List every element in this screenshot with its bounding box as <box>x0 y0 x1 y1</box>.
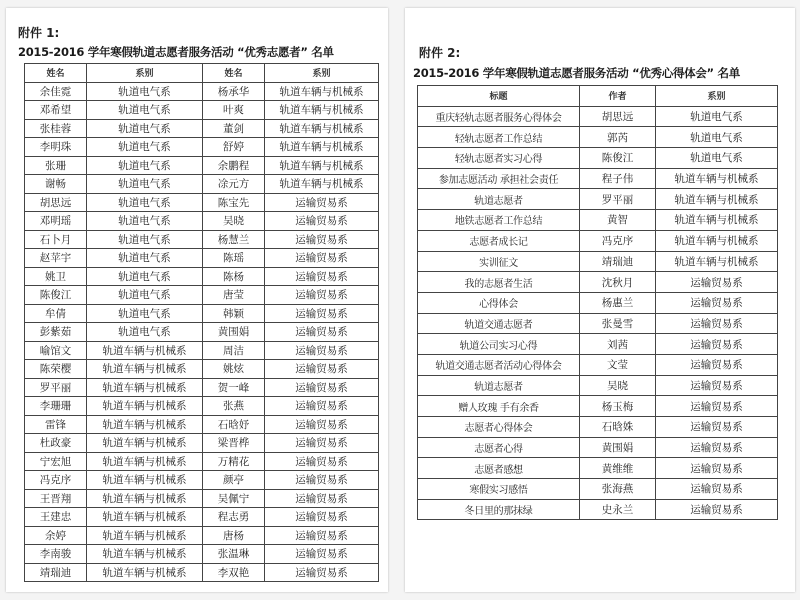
table-cell: 靖瑞迪 <box>580 251 656 272</box>
table-cell: 实训征文 <box>418 251 580 272</box>
table-cell: 杜政豪 <box>25 434 87 453</box>
table-cell: 黄智 <box>580 210 656 231</box>
table-cell: 运输贸易系 <box>265 230 379 249</box>
table-cell: 运输贸易系 <box>265 286 379 305</box>
table-row <box>25 489 379 508</box>
table-cell: 运输贸易系 <box>265 471 379 490</box>
table-cell: 余佳霓 <box>25 82 87 101</box>
table-cell: 轨道电气系 <box>87 286 203 305</box>
table-row <box>25 415 379 434</box>
table-cell: 宁宏旭 <box>25 452 87 471</box>
table-row <box>418 168 778 189</box>
table-cell: 李双艳 <box>203 563 265 582</box>
table-cell: 喻馆文 <box>25 341 87 360</box>
table-cell: 轻轨志愿者工作总结 <box>418 127 580 148</box>
table-cell: 运输贸易系 <box>265 415 379 434</box>
table-cell: 运输贸易系 <box>656 375 778 396</box>
table-row <box>25 156 379 175</box>
table-cell: 胡思远 <box>25 193 87 212</box>
table-cell: 重庆轻轨志愿者服务心得体会 <box>418 106 580 127</box>
table-cell: 杨承华 <box>203 82 265 101</box>
table-cell: 罗平丽 <box>580 189 656 210</box>
table-cell: 轨道车辆与机械系 <box>87 526 203 545</box>
table-cell: 张桂蓉 <box>25 119 87 138</box>
table-cell: 石晗妤 <box>203 415 265 434</box>
table-cell: 轨道车辆与机械系 <box>265 119 379 138</box>
table-row <box>25 323 379 342</box>
table-cell: 轨道电气系 <box>656 106 778 127</box>
table-row <box>25 286 379 305</box>
table-row <box>418 148 778 169</box>
table-cell: 运输贸易系 <box>265 323 379 342</box>
table-row <box>25 434 379 453</box>
table-row <box>418 189 778 210</box>
attachment-label: 附件 2: <box>419 46 461 60</box>
table-cell: 运输贸易系 <box>265 360 379 379</box>
table-cell: 轨道志愿者 <box>418 189 580 210</box>
table-row <box>25 452 379 471</box>
table-cell: 史永兰 <box>580 499 656 520</box>
column-header: 标题 <box>418 86 580 107</box>
table-cell: 颜亭 <box>203 471 265 490</box>
table-cell: 沈秋月 <box>580 272 656 293</box>
table-row <box>25 545 379 564</box>
table-row <box>25 304 379 323</box>
table-cell: 轨道车辆与机械系 <box>87 378 203 397</box>
table-cell: 罗平丽 <box>25 378 87 397</box>
table-cell: 石卜月 <box>25 230 87 249</box>
table-row <box>25 230 379 249</box>
table-cell: 陈俊江 <box>580 148 656 169</box>
table-cell: 轨道车辆与机械系 <box>87 415 203 434</box>
table-cell: 轻轨志愿者实习心得 <box>418 148 580 169</box>
table-row <box>418 437 778 458</box>
table-cell: 姚炫 <box>203 360 265 379</box>
table-row <box>25 101 379 120</box>
table-cell: 轨道电气系 <box>87 230 203 249</box>
table-cell: 轨道电气系 <box>87 175 203 194</box>
table-cell: 轨道车辆与机械系 <box>87 563 203 582</box>
table-row <box>418 417 778 438</box>
table-cell: 轨道车辆与机械系 <box>656 230 778 251</box>
table-cell: 吴晓 <box>580 375 656 396</box>
table-cell: 轨道电气系 <box>87 212 203 231</box>
table-cell: 轨道车辆与机械系 <box>87 360 203 379</box>
table-cell: 轨道车辆与机械系 <box>87 434 203 453</box>
table-cell: 张温琳 <box>203 545 265 564</box>
table-cell: 谢畅 <box>25 175 87 194</box>
table-cell: 运输贸易系 <box>265 249 379 268</box>
table-cell: 轨道电气系 <box>87 249 203 268</box>
table-cell: 轨道车辆与机械系 <box>656 189 778 210</box>
table-row <box>418 106 778 127</box>
table-cell: 轨道车辆与机械系 <box>87 545 203 564</box>
table-row <box>418 127 778 148</box>
table-cell: 志愿者心得 <box>418 437 580 458</box>
table-cell: 轨道志愿者 <box>418 375 580 396</box>
table-cell: 王晋翔 <box>25 489 87 508</box>
column-header: 系别 <box>265 64 379 83</box>
table-cell: 运输贸易系 <box>265 341 379 360</box>
table-cell: 运输贸易系 <box>265 212 379 231</box>
table-cell: 轨道车辆与机械系 <box>87 489 203 508</box>
table-cell: 叶爽 <box>203 101 265 120</box>
table-cell: 梁晋桦 <box>203 434 265 453</box>
table-row <box>25 397 379 416</box>
table-cell: 运输贸易系 <box>656 396 778 417</box>
column-header: 姓名 <box>25 64 87 83</box>
table-cell: 石晗姝 <box>580 417 656 438</box>
table-cell: 杨玉梅 <box>580 396 656 417</box>
table-cell: 轨道交通志愿者活动心得体会 <box>418 354 580 375</box>
table-cell: 靖瑞迪 <box>25 563 87 582</box>
table-cell: 运输贸易系 <box>265 489 379 508</box>
table-row <box>418 210 778 231</box>
table-cell: 轨道交通志愿者 <box>418 313 580 334</box>
table-cell: 轨道车辆与机械系 <box>265 101 379 120</box>
table-cell: 轨道车辆与机械系 <box>656 168 778 189</box>
table-cell: 余鹏程 <box>203 156 265 175</box>
table-cell: 志愿者心得体会 <box>418 417 580 438</box>
table-cell: 冯克序 <box>580 230 656 251</box>
table-cell: 轨道车辆与机械系 <box>87 397 203 416</box>
table-cell: 运输贸易系 <box>265 304 379 323</box>
column-header: 系别 <box>656 86 778 107</box>
table-cell: 运输贸易系 <box>265 397 379 416</box>
attachment-1-page <box>6 8 388 592</box>
table-cell: 黄维维 <box>580 458 656 479</box>
table-cell: 陈杨 <box>203 267 265 286</box>
table-row <box>25 267 379 286</box>
table-cell: 唐莹 <box>203 286 265 305</box>
table-cell: 贺一峰 <box>203 378 265 397</box>
table-cell: 运输贸易系 <box>656 458 778 479</box>
table-cell: 王建忠 <box>25 508 87 527</box>
table-cell: 轨道车辆与机械系 <box>87 471 203 490</box>
table-cell: 运输贸易系 <box>265 434 379 453</box>
table-cell: 陈宝先 <box>203 193 265 212</box>
table-cell: 张海燕 <box>580 479 656 500</box>
table-cell: 雷锋 <box>25 415 87 434</box>
table-cell: 我的志愿者生活 <box>418 272 580 293</box>
table-cell: 彭紫茹 <box>25 323 87 342</box>
table-cell: 万精花 <box>203 452 265 471</box>
table-cell: 运输贸易系 <box>656 354 778 375</box>
table-cell: 运输贸易系 <box>265 563 379 582</box>
table-cell: 轨道车辆与机械系 <box>265 175 379 194</box>
table-cell: 邓明瑶 <box>25 212 87 231</box>
table-row <box>418 458 778 479</box>
table-cell: 郭芮 <box>580 127 656 148</box>
table-cell: 运输贸易系 <box>656 272 778 293</box>
table-cell: 运输贸易系 <box>656 313 778 334</box>
table-cell: 运输贸易系 <box>265 267 379 286</box>
table-cell: 赠人玫瑰 手有余香 <box>418 396 580 417</box>
table-cell: 陈荣樱 <box>25 360 87 379</box>
column-header: 姓名 <box>203 64 265 83</box>
table-cell: 陈瑶 <box>203 249 265 268</box>
table-cell: 黄围娟 <box>580 437 656 458</box>
table-row <box>418 313 778 334</box>
table-header-row <box>25 64 379 83</box>
table-cell: 程志勇 <box>203 508 265 527</box>
attachment-label: 附件 1: <box>18 26 60 40</box>
table-row <box>418 272 778 293</box>
table-cell: 赵苹宇 <box>25 249 87 268</box>
table-cell: 轨道车辆与机械系 <box>656 251 778 272</box>
table-row <box>25 471 379 490</box>
table-cell: 运输贸易系 <box>265 452 379 471</box>
table-cell: 轨道车辆与机械系 <box>87 452 203 471</box>
table-row <box>25 193 379 212</box>
table-cell: 地铁志愿者工作总结 <box>418 210 580 231</box>
table-row <box>418 230 778 251</box>
table-cell: 牟倩 <box>25 304 87 323</box>
table-cell: 轨道电气系 <box>87 82 203 101</box>
table-cell: 杨慧兰 <box>203 230 265 249</box>
table-cell: 运输贸易系 <box>265 378 379 397</box>
table-cell: 轨道电气系 <box>656 127 778 148</box>
table-header-row <box>418 86 778 107</box>
table-row <box>25 360 379 379</box>
table-cell: 运输贸易系 <box>265 545 379 564</box>
table-cell: 韩颖 <box>203 304 265 323</box>
table-row <box>418 396 778 417</box>
table-cell: 轨道车辆与机械系 <box>265 82 379 101</box>
table-cell: 张燕 <box>203 397 265 416</box>
table-row <box>25 526 379 545</box>
page-title: 2015-2016 学年寒假轨道志愿者服务活动 “优秀志愿者” 名单 <box>18 45 334 59</box>
table-cell: 寒假实习感悟 <box>418 479 580 500</box>
table-cell: 凃元方 <box>203 175 265 194</box>
column-header: 系别 <box>87 64 203 83</box>
volunteer-table <box>24 63 379 582</box>
table-row <box>418 292 778 313</box>
table-cell: 冬日里的那抹绿 <box>418 499 580 520</box>
table-cell: 轨道电气系 <box>87 304 203 323</box>
table-cell: 冯克序 <box>25 471 87 490</box>
table-cell: 刘茜 <box>580 334 656 355</box>
table-cell: 运输贸易系 <box>265 193 379 212</box>
table-cell: 志愿者感想 <box>418 458 580 479</box>
table-row <box>25 175 379 194</box>
table-cell: 文莹 <box>580 354 656 375</box>
table-row <box>25 341 379 360</box>
column-header: 作者 <box>580 86 656 107</box>
table-cell: 运输贸易系 <box>656 334 778 355</box>
table-row <box>25 508 379 527</box>
table-cell: 运输贸易系 <box>656 479 778 500</box>
table-cell: 轨道电气系 <box>87 323 203 342</box>
page-title: 2015-2016 学年寒假轨道志愿者服务活动 “优秀心得体会” 名单 <box>413 66 740 80</box>
table-cell: 周洁 <box>203 341 265 360</box>
table-row <box>25 249 379 268</box>
table-row <box>25 378 379 397</box>
table-cell: 轨道公司实习心得 <box>418 334 580 355</box>
table-row <box>25 138 379 157</box>
table-cell: 杨惠兰 <box>580 292 656 313</box>
table-row <box>418 334 778 355</box>
table-cell: 胡思远 <box>580 106 656 127</box>
table-cell: 唐杨 <box>203 526 265 545</box>
attachment-2-page <box>405 8 795 592</box>
table-cell: 运输贸易系 <box>656 499 778 520</box>
table-cell: 运输贸易系 <box>656 417 778 438</box>
table-cell: 轨道电气系 <box>87 101 203 120</box>
table-cell: 运输贸易系 <box>656 292 778 313</box>
table-row <box>418 499 778 520</box>
table-cell: 陈俊江 <box>25 286 87 305</box>
table-row <box>25 212 379 231</box>
table-cell: 志愿者成长记 <box>418 230 580 251</box>
table-cell: 李明珠 <box>25 138 87 157</box>
table-cell: 轨道电气系 <box>87 138 203 157</box>
table-cell: 董剑 <box>203 119 265 138</box>
essay-table <box>417 85 778 520</box>
table-cell: 轨道电气系 <box>87 193 203 212</box>
table-cell: 运输贸易系 <box>265 508 379 527</box>
table-row <box>418 375 778 396</box>
table-cell: 运输贸易系 <box>265 526 379 545</box>
table-row <box>418 251 778 272</box>
table-cell: 张曼雪 <box>580 313 656 334</box>
table-cell: 黄围娟 <box>203 323 265 342</box>
table-row <box>25 82 379 101</box>
table-cell: 轨道车辆与机械系 <box>87 341 203 360</box>
table-cell: 舒婷 <box>203 138 265 157</box>
table-cell: 邓希望 <box>25 101 87 120</box>
table-cell: 张珊 <box>25 156 87 175</box>
table-cell: 吴佩宁 <box>203 489 265 508</box>
table-cell: 李珊珊 <box>25 397 87 416</box>
table-cell: 程子伟 <box>580 168 656 189</box>
table-cell: 余婷 <box>25 526 87 545</box>
table-cell: 轨道电气系 <box>87 267 203 286</box>
table-cell: 轨道电气系 <box>87 156 203 175</box>
table-cell: 轨道电气系 <box>656 148 778 169</box>
table-cell: 参加志愿活动 承担社会责任 <box>418 168 580 189</box>
table-cell: 运输贸易系 <box>656 437 778 458</box>
table-cell: 轨道车辆与机械系 <box>265 156 379 175</box>
table-row <box>418 354 778 375</box>
table-row <box>418 479 778 500</box>
table-cell: 轨道车辆与机械系 <box>265 138 379 157</box>
table-cell: 姚卫 <box>25 267 87 286</box>
table-cell: 轨道车辆与机械系 <box>656 210 778 231</box>
table-cell: 吴晓 <box>203 212 265 231</box>
table-cell: 轨道电气系 <box>87 119 203 138</box>
table-cell: 李南骏 <box>25 545 87 564</box>
table-row <box>25 563 379 582</box>
table-cell: 心得体会 <box>418 292 580 313</box>
table-row <box>25 119 379 138</box>
table-cell: 轨道车辆与机械系 <box>87 508 203 527</box>
